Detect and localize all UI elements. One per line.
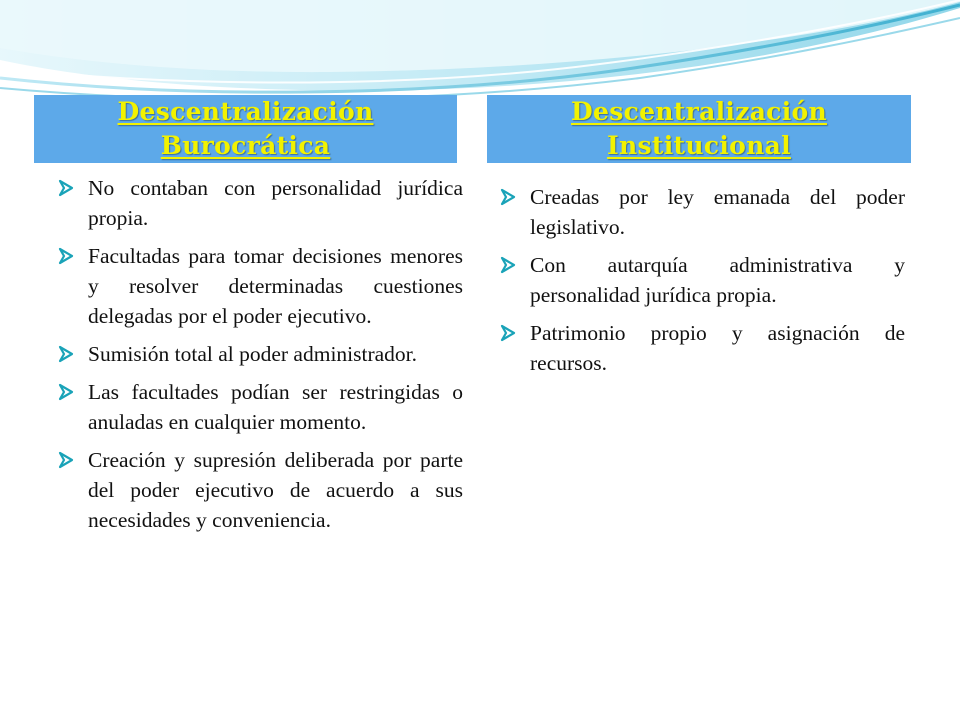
arrow-bullet-icon: [58, 179, 78, 197]
list-item: [58, 445, 463, 535]
list-item-text: Creadas por ley emanada del poder legislativo.: [530, 185, 905, 239]
list-institucional: [500, 182, 905, 386]
list-burocratica: [58, 173, 463, 543]
list-item: [58, 377, 463, 437]
header-title-right: Descentralización Institucional: [571, 97, 827, 160]
list-item-text: Con autarquía administrativa y personalidad jurídica propia.: [530, 253, 905, 307]
list-item: [58, 173, 463, 233]
list-item-text: Facultadas para tomar decisiones menores y resolver determinadas cuestiones delegadas por el poder ejecutivo.: [88, 244, 463, 328]
list-item-text: No contaban con personalidad jurídica propia.: [88, 176, 463, 230]
list-item: [58, 241, 463, 331]
header-descentralizacion-burocratica: [34, 95, 457, 163]
arrow-bullet-icon: [500, 188, 520, 206]
arrow-bullet-icon: [500, 256, 520, 274]
list-item: [58, 339, 463, 369]
wave-decoration: [0, 0, 960, 110]
list-item: [500, 182, 905, 242]
list-item: [500, 318, 905, 378]
header-title-left: Descentralización Burocrática: [117, 97, 374, 160]
arrow-bullet-icon: [500, 324, 520, 342]
arrow-bullet-icon: [58, 247, 78, 265]
list-item-text: Patrimonio propio y asignación de recursos.: [530, 321, 905, 375]
list-item: [500, 250, 905, 310]
header-descentralizacion-institucional: [487, 95, 911, 163]
arrow-bullet-icon: [58, 345, 78, 363]
list-item-text: Sumisión total al poder administrador.: [88, 342, 418, 366]
arrow-bullet-icon: [58, 383, 78, 401]
arrow-bullet-icon: [58, 451, 78, 469]
list-item-text: Creación y supresión deliberada por parte del poder ejecutivo de acuerdo a sus necesidades y conveniencia.: [88, 448, 463, 532]
list-item-text: Las facultades podían ser restringidas o anuladas en cualquier momento.: [88, 380, 463, 434]
